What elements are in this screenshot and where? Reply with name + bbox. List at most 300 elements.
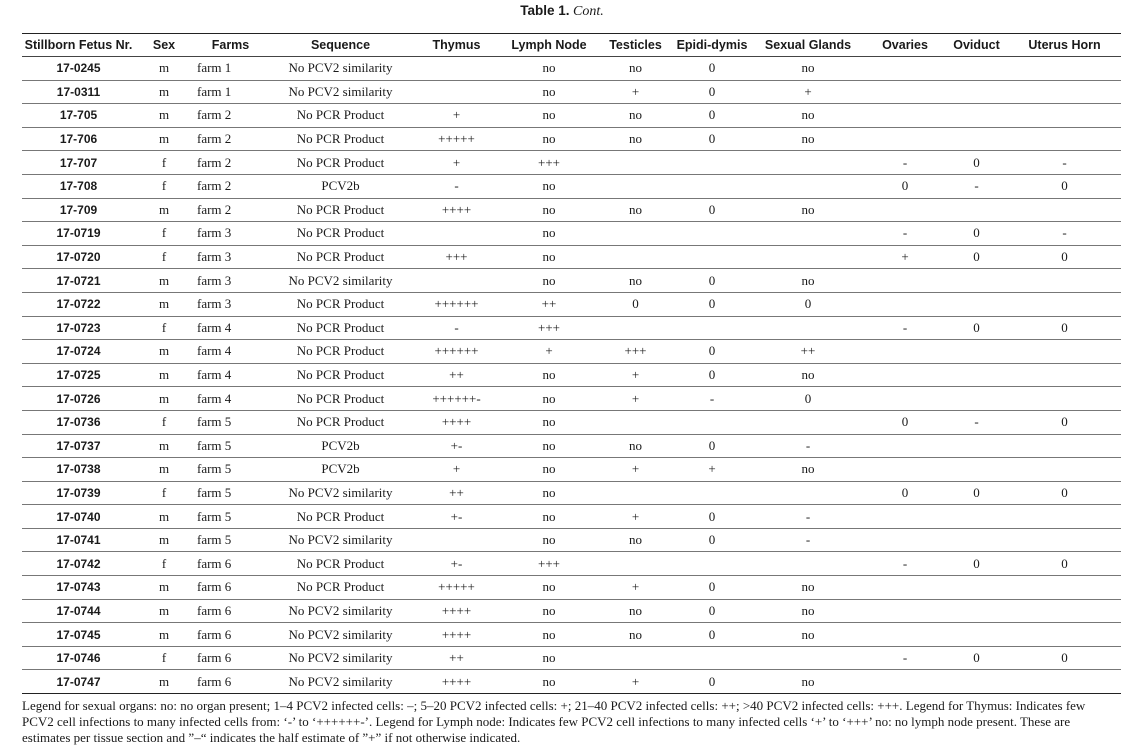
- cell-oviduct: [945, 57, 1008, 81]
- cell-ovaries: [865, 269, 945, 293]
- cell-lymph-node: no: [500, 599, 598, 623]
- cell-sequence: No PCV2 similarity: [268, 599, 413, 623]
- cell-farm: farm 5: [193, 458, 268, 482]
- cell-lymph-node: +: [500, 340, 598, 364]
- cell-testicles: [598, 222, 673, 246]
- cell-uterus-horn: 0: [1008, 552, 1121, 576]
- cell-farm: farm 4: [193, 363, 268, 387]
- cell-lymph-node: +++: [500, 316, 598, 340]
- cell-uterus-horn: 0: [1008, 646, 1121, 670]
- cell-sexual-glands: [751, 222, 865, 246]
- table-row: [22, 505, 1121, 529]
- table-row: [22, 387, 1121, 411]
- results-table: [22, 33, 1121, 694]
- cell-uterus-horn: [1008, 57, 1121, 81]
- cell-lymph-node: +++: [500, 552, 598, 576]
- cell-testicles: no: [598, 198, 673, 222]
- cell-sex: f: [135, 245, 193, 269]
- cell-sequence: No PCR Product: [268, 245, 413, 269]
- col-header: Oviduct: [945, 34, 1008, 57]
- cell-sequence: No PCV2 similarity: [268, 481, 413, 505]
- col-header: Ovaries: [865, 34, 945, 57]
- cell-ovaries: 0: [865, 410, 945, 434]
- cell-ovaries: [865, 576, 945, 600]
- cell-thymus: ++++: [413, 670, 500, 694]
- table-row: [22, 104, 1121, 128]
- cell-sex: m: [135, 458, 193, 482]
- cell-thymus: [413, 222, 500, 246]
- cell-uterus-horn: 0: [1008, 410, 1121, 434]
- cell-ovaries: [865, 528, 945, 552]
- cell-sequence: No PCR Product: [268, 363, 413, 387]
- cell-testicles: [598, 151, 673, 175]
- cell-epididymis: [673, 245, 751, 269]
- cell-oviduct: [945, 80, 1008, 104]
- cell-testicles: no: [598, 104, 673, 128]
- cell-sequence: PCV2b: [268, 174, 413, 198]
- cell-oviduct: 0: [945, 552, 1008, 576]
- cell-testicles: +: [598, 670, 673, 694]
- col-header: Sex: [135, 34, 193, 57]
- cell-farm: farm 2: [193, 104, 268, 128]
- cell-uterus-horn: 0: [1008, 481, 1121, 505]
- cell-sexual-glands: [751, 174, 865, 198]
- table-row: [22, 198, 1121, 222]
- cell-uterus-horn: [1008, 576, 1121, 600]
- cell-epididymis: [673, 174, 751, 198]
- cell-thymus: ++++++: [413, 292, 500, 316]
- cell-sex: f: [135, 552, 193, 576]
- cell-uterus-horn: -: [1008, 222, 1121, 246]
- cell-sex: m: [135, 292, 193, 316]
- cell-sexual-glands: no: [751, 57, 865, 81]
- cell-oviduct: [945, 127, 1008, 151]
- cell-sequence: No PCV2 similarity: [268, 528, 413, 552]
- cell-epididymis: 0: [673, 599, 751, 623]
- cell-testicles: +: [598, 387, 673, 411]
- cell-uterus-horn: [1008, 505, 1121, 529]
- cell-thymus: ++++++: [413, 340, 500, 364]
- cell-sexual-glands: no: [751, 269, 865, 293]
- cell-oviduct: [945, 292, 1008, 316]
- table-header-row: [22, 34, 1121, 57]
- cell-sex: m: [135, 57, 193, 81]
- cell-thymus: +: [413, 104, 500, 128]
- cell-fetus-id: 17-0746: [22, 646, 135, 670]
- cell-thymus: +-: [413, 434, 500, 458]
- cell-thymus: -: [413, 316, 500, 340]
- cell-sex: f: [135, 151, 193, 175]
- cell-thymus: ++++: [413, 198, 500, 222]
- cell-epididymis: 0: [673, 340, 751, 364]
- table-row: [22, 316, 1121, 340]
- cell-sex: m: [135, 104, 193, 128]
- cell-fetus-id: 17-0739: [22, 481, 135, 505]
- cell-epididymis: 0: [673, 576, 751, 600]
- table-row: [22, 576, 1121, 600]
- cell-fetus-id: 17-0738: [22, 458, 135, 482]
- cell-fetus-id: 17-0726: [22, 387, 135, 411]
- cell-thymus: [413, 80, 500, 104]
- cell-lymph-node: no: [500, 434, 598, 458]
- cell-ovaries: [865, 292, 945, 316]
- table-caption-label: Table 1.: [520, 3, 570, 18]
- cell-sexual-glands: [751, 410, 865, 434]
- cell-lymph-node: no: [500, 127, 598, 151]
- cell-thymus: +-: [413, 505, 500, 529]
- cell-farm: farm 6: [193, 623, 268, 647]
- cell-oviduct: [945, 528, 1008, 552]
- cell-sequence: No PCR Product: [268, 505, 413, 529]
- cell-ovaries: [865, 670, 945, 694]
- cell-thymus: +++++: [413, 127, 500, 151]
- cell-lymph-node: no: [500, 623, 598, 647]
- cell-farm: farm 5: [193, 505, 268, 529]
- cell-sequence: No PCV2 similarity: [268, 646, 413, 670]
- cell-farm: farm 4: [193, 340, 268, 364]
- cell-oviduct: [945, 434, 1008, 458]
- cell-sequence: No PCV2 similarity: [268, 80, 413, 104]
- cell-farm: farm 3: [193, 292, 268, 316]
- cell-oviduct: [945, 387, 1008, 411]
- cell-oviduct: [945, 198, 1008, 222]
- cell-sex: m: [135, 434, 193, 458]
- cell-lymph-node: no: [500, 576, 598, 600]
- cell-sexual-glands: [751, 316, 865, 340]
- cell-sex: f: [135, 174, 193, 198]
- cell-sequence: No PCV2 similarity: [268, 57, 413, 81]
- cell-uterus-horn: [1008, 340, 1121, 364]
- cell-oviduct: [945, 670, 1008, 694]
- cell-lymph-node: no: [500, 646, 598, 670]
- cell-sexual-glands: no: [751, 458, 865, 482]
- cell-lymph-node: no: [500, 174, 598, 198]
- cell-fetus-id: 17-0725: [22, 363, 135, 387]
- cell-lymph-node: no: [500, 269, 598, 293]
- table-row: [22, 434, 1121, 458]
- cell-epididymis: 0: [673, 363, 751, 387]
- cell-fetus-id: 17-0721: [22, 269, 135, 293]
- cell-epididymis: 0: [673, 127, 751, 151]
- col-header: Sequence: [268, 34, 413, 57]
- cell-thymus: +: [413, 458, 500, 482]
- cell-ovaries: 0: [865, 481, 945, 505]
- cell-epididymis: 0: [673, 57, 751, 81]
- cell-thymus: ++++: [413, 410, 500, 434]
- cell-farm: farm 5: [193, 410, 268, 434]
- cell-uterus-horn: [1008, 127, 1121, 151]
- cell-fetus-id: 17-0743: [22, 576, 135, 600]
- cell-fetus-id: 17-0740: [22, 505, 135, 529]
- cell-fetus-id: 17-0741: [22, 528, 135, 552]
- cell-epididymis: 0: [673, 292, 751, 316]
- table-legend: Legend for sexual organs: no: no organ present; 1–4 PCV2 infected cells: –; 5–20 PCV2 infected cells: +; 21–40 PCV2 infected cells: ++; >40 PCV2 infected cells: +++. Legend for Thymus: Indicates few PCV2 cell infections to many infected cells from: ‘-’ to ‘++++++-’. Legend for Lymph node: Indicates few PCV2 cell infections to many infected cells ‘+’ to ‘+++’ no: no lymph node present. These are estimates per tissue section and ”–“ indicates the half estimate of ”+” if not otherwise indicated.: [22, 698, 1086, 746]
- cell-sexual-glands: [751, 245, 865, 269]
- cell-oviduct: [945, 505, 1008, 529]
- cell-thymus: [413, 528, 500, 552]
- cell-sex: m: [135, 623, 193, 647]
- cell-epididymis: +: [673, 458, 751, 482]
- cell-epididymis: [673, 646, 751, 670]
- cell-ovaries: [865, 80, 945, 104]
- cell-sequence: No PCR Product: [268, 292, 413, 316]
- cell-uterus-horn: [1008, 670, 1121, 694]
- cell-farm: farm 1: [193, 57, 268, 81]
- cell-sequence: No PCV2 similarity: [268, 670, 413, 694]
- cell-sexual-glands: ++: [751, 340, 865, 364]
- cell-ovaries: [865, 363, 945, 387]
- cell-sex: m: [135, 198, 193, 222]
- cell-sequence: No PCR Product: [268, 387, 413, 411]
- cell-farm: farm 1: [193, 80, 268, 104]
- cell-testicles: [598, 646, 673, 670]
- cell-oviduct: [945, 599, 1008, 623]
- col-header: Epidi-dymis: [673, 34, 751, 57]
- cell-sexual-glands: no: [751, 576, 865, 600]
- table-row: [22, 292, 1121, 316]
- cell-fetus-id: 17-0745: [22, 623, 135, 647]
- col-header: Sexual Glands: [751, 34, 865, 57]
- cell-fetus-id: 17-705: [22, 104, 135, 128]
- cell-fetus-id: 17-0720: [22, 245, 135, 269]
- table-body: [22, 57, 1121, 694]
- cell-lymph-node: no: [500, 670, 598, 694]
- col-header: Farms: [193, 34, 268, 57]
- cell-sex: m: [135, 505, 193, 529]
- cell-uterus-horn: [1008, 269, 1121, 293]
- cell-farm: farm 6: [193, 552, 268, 576]
- cell-epididymis: 0: [673, 623, 751, 647]
- cell-farm: farm 5: [193, 434, 268, 458]
- cell-testicles: [598, 174, 673, 198]
- cell-fetus-id: 17-0722: [22, 292, 135, 316]
- cell-sequence: No PCR Product: [268, 410, 413, 434]
- table-row: [22, 127, 1121, 151]
- table-row: [22, 552, 1121, 576]
- cell-sexual-glands: no: [751, 127, 865, 151]
- cell-thymus: ++: [413, 646, 500, 670]
- cell-oviduct: [945, 340, 1008, 364]
- cell-fetus-id: 17-0245: [22, 57, 135, 81]
- cell-sex: f: [135, 646, 193, 670]
- cell-sex: m: [135, 80, 193, 104]
- cell-sexual-glands: -: [751, 505, 865, 529]
- cell-uterus-horn: 0: [1008, 174, 1121, 198]
- cell-oviduct: [945, 269, 1008, 293]
- cell-sequence: No PCR Product: [268, 316, 413, 340]
- cell-farm: farm 3: [193, 245, 268, 269]
- cell-thymus: +: [413, 151, 500, 175]
- table-row: [22, 670, 1121, 694]
- cell-sexual-glands: 0: [751, 387, 865, 411]
- cell-ovaries: [865, 127, 945, 151]
- cell-lymph-node: no: [500, 528, 598, 552]
- cell-uterus-horn: 0: [1008, 245, 1121, 269]
- cell-lymph-node: no: [500, 458, 598, 482]
- col-header: Uterus Horn: [1008, 34, 1121, 57]
- cell-uterus-horn: [1008, 387, 1121, 411]
- cell-ovaries: [865, 387, 945, 411]
- cell-epididymis: 0: [673, 434, 751, 458]
- cell-epididymis: [673, 222, 751, 246]
- cell-sex: m: [135, 269, 193, 293]
- cell-sexual-glands: [751, 481, 865, 505]
- cell-fetus-id: 17-707: [22, 151, 135, 175]
- table-row: [22, 80, 1121, 104]
- cell-fetus-id: 17-0311: [22, 80, 135, 104]
- cell-oviduct: -: [945, 174, 1008, 198]
- cell-sexual-glands: -: [751, 434, 865, 458]
- cell-fetus-id: 17-0724: [22, 340, 135, 364]
- cell-sexual-glands: no: [751, 363, 865, 387]
- cell-epididymis: [673, 316, 751, 340]
- table-row: [22, 151, 1121, 175]
- cell-sexual-glands: +: [751, 80, 865, 104]
- cell-epididymis: [673, 552, 751, 576]
- cell-sexual-glands: no: [751, 198, 865, 222]
- cell-uterus-horn: [1008, 292, 1121, 316]
- cell-sequence: No PCR Product: [268, 552, 413, 576]
- cell-ovaries: +: [865, 245, 945, 269]
- cell-farm: farm 5: [193, 528, 268, 552]
- cell-oviduct: 0: [945, 222, 1008, 246]
- cell-oviduct: 0: [945, 151, 1008, 175]
- cell-epididymis: 0: [673, 505, 751, 529]
- cell-sequence: No PCR Product: [268, 151, 413, 175]
- cell-farm: farm 3: [193, 269, 268, 293]
- cell-thymus: +++: [413, 245, 500, 269]
- cell-testicles: [598, 552, 673, 576]
- table-row: [22, 458, 1121, 482]
- cell-farm: farm 5: [193, 481, 268, 505]
- cell-thymus: ++++++-: [413, 387, 500, 411]
- cell-fetus-id: 17-709: [22, 198, 135, 222]
- table-row: [22, 481, 1121, 505]
- cell-fetus-id: 17-706: [22, 127, 135, 151]
- cell-sex: m: [135, 599, 193, 623]
- cell-lymph-node: no: [500, 481, 598, 505]
- cell-testicles: no: [598, 269, 673, 293]
- cell-uterus-horn: [1008, 623, 1121, 647]
- cell-uterus-horn: 0: [1008, 316, 1121, 340]
- cell-sexual-glands: 0: [751, 292, 865, 316]
- cell-fetus-id: 17-0744: [22, 599, 135, 623]
- cell-farm: farm 2: [193, 151, 268, 175]
- cell-uterus-horn: [1008, 80, 1121, 104]
- cell-thymus: [413, 269, 500, 293]
- cell-epididymis: [673, 410, 751, 434]
- cell-uterus-horn: [1008, 599, 1121, 623]
- cell-sexual-glands: [751, 552, 865, 576]
- cell-sequence: PCV2b: [268, 434, 413, 458]
- cell-epididymis: 0: [673, 528, 751, 552]
- cell-ovaries: [865, 623, 945, 647]
- cell-testicles: +: [598, 505, 673, 529]
- cell-testicles: [598, 410, 673, 434]
- cell-sex: f: [135, 410, 193, 434]
- cell-sex: f: [135, 481, 193, 505]
- cell-epididymis: 0: [673, 670, 751, 694]
- cell-ovaries: [865, 340, 945, 364]
- table-row: [22, 340, 1121, 364]
- cell-sequence: No PCR Product: [268, 340, 413, 364]
- cell-testicles: +++: [598, 340, 673, 364]
- cell-lymph-node: no: [500, 57, 598, 81]
- cell-oviduct: 0: [945, 646, 1008, 670]
- cell-fetus-id: 17-0723: [22, 316, 135, 340]
- cell-fetus-id: 17-0719: [22, 222, 135, 246]
- cell-lymph-node: no: [500, 245, 598, 269]
- table-row: [22, 363, 1121, 387]
- cell-testicles: no: [598, 528, 673, 552]
- cell-oviduct: 0: [945, 481, 1008, 505]
- cell-oviduct: -: [945, 410, 1008, 434]
- table-row: [22, 57, 1121, 81]
- cell-sex: m: [135, 528, 193, 552]
- cell-sexual-glands: [751, 646, 865, 670]
- table-row: [22, 410, 1121, 434]
- cell-epididymis: 0: [673, 80, 751, 104]
- cell-testicles: [598, 245, 673, 269]
- cell-lymph-node: no: [500, 387, 598, 411]
- cell-testicles: 0: [598, 292, 673, 316]
- table-row: [22, 623, 1121, 647]
- cell-sex: m: [135, 340, 193, 364]
- cell-sequence: No PCR Product: [268, 198, 413, 222]
- cell-lymph-node: ++: [500, 292, 598, 316]
- cell-thymus: -: [413, 174, 500, 198]
- cell-oviduct: [945, 623, 1008, 647]
- cell-fetus-id: 17-0747: [22, 670, 135, 694]
- cell-sex: m: [135, 127, 193, 151]
- cell-epididymis: 0: [673, 104, 751, 128]
- cell-farm: farm 6: [193, 599, 268, 623]
- table-caption-suffix: Cont.: [573, 4, 604, 19]
- cell-sex: m: [135, 387, 193, 411]
- cell-sequence: PCV2b: [268, 458, 413, 482]
- cell-farm: farm 6: [193, 646, 268, 670]
- cell-lymph-node: no: [500, 505, 598, 529]
- cell-testicles: no: [598, 599, 673, 623]
- cell-uterus-horn: [1008, 458, 1121, 482]
- cell-sexual-glands: no: [751, 623, 865, 647]
- cell-sexual-glands: no: [751, 599, 865, 623]
- cell-sexual-glands: no: [751, 104, 865, 128]
- cell-lymph-node: no: [500, 363, 598, 387]
- cell-sequence: No PCR Product: [268, 127, 413, 151]
- cell-sequence: No PCV2 similarity: [268, 269, 413, 293]
- cell-sexual-glands: -: [751, 528, 865, 552]
- cell-farm: farm 6: [193, 576, 268, 600]
- cell-ovaries: [865, 104, 945, 128]
- cell-ovaries: [865, 505, 945, 529]
- table-row: [22, 599, 1121, 623]
- table-row: [22, 222, 1121, 246]
- cell-ovaries: -: [865, 222, 945, 246]
- col-header: Thymus: [413, 34, 500, 57]
- cell-ovaries: [865, 198, 945, 222]
- cell-testicles: +: [598, 576, 673, 600]
- cell-oviduct: [945, 104, 1008, 128]
- cell-uterus-horn: [1008, 363, 1121, 387]
- table-caption: [0, 0, 1124, 24]
- cell-sequence: No PCR Product: [268, 104, 413, 128]
- cell-ovaries: [865, 599, 945, 623]
- cell-ovaries: -: [865, 552, 945, 576]
- cell-testicles: no: [598, 127, 673, 151]
- cell-oviduct: [945, 363, 1008, 387]
- table-row: [22, 528, 1121, 552]
